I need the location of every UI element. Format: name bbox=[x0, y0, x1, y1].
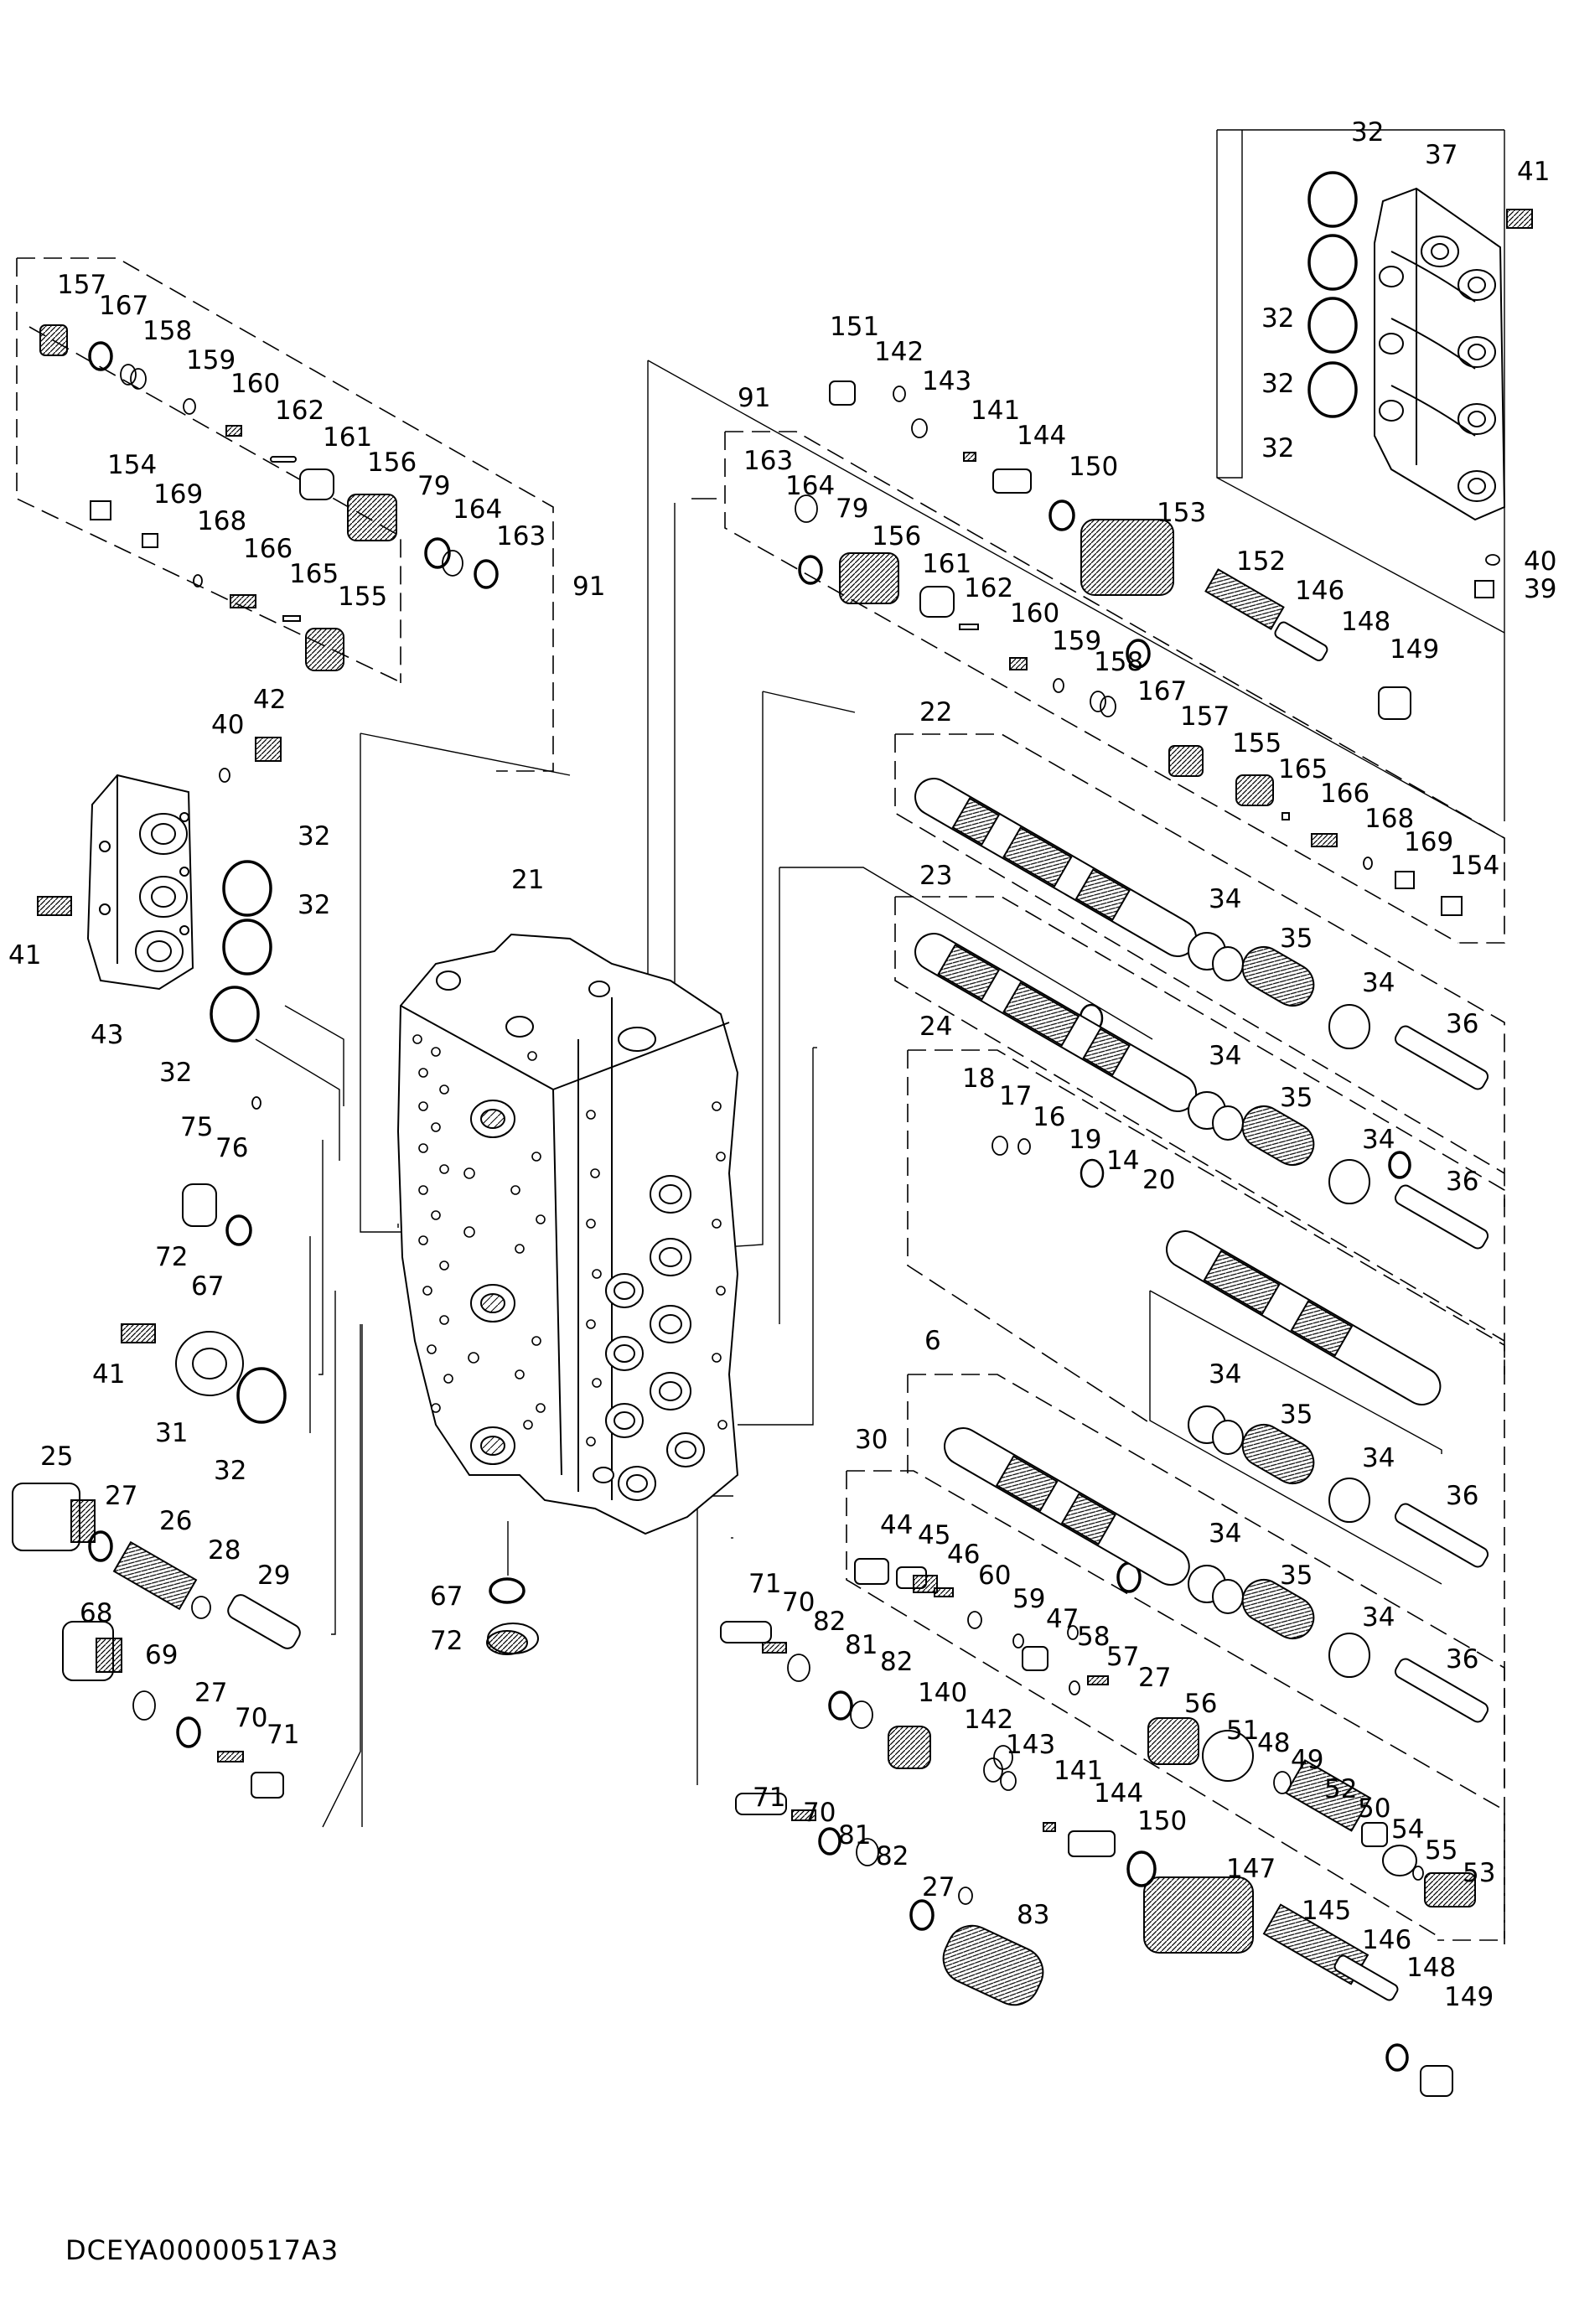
part-label: 26 bbox=[159, 1506, 193, 1536]
part-label: 60 bbox=[978, 1561, 1012, 1591]
part-labels bbox=[8, 117, 1556, 2012]
part-label: 67 bbox=[191, 1271, 225, 1302]
part-label: 167 bbox=[99, 291, 149, 321]
part-label: 32 bbox=[1261, 303, 1295, 334]
part-label: 156 bbox=[872, 521, 922, 551]
part-label: 144 bbox=[1094, 1778, 1144, 1809]
part-label: 91 bbox=[572, 572, 606, 602]
part-label: 36 bbox=[1446, 1644, 1479, 1674]
part-label: 21 bbox=[511, 865, 545, 895]
part-label: 20 bbox=[1142, 1165, 1176, 1195]
part-label: 81 bbox=[845, 1630, 878, 1660]
part-label: 157 bbox=[57, 270, 107, 300]
part-label: 58 bbox=[1077, 1622, 1111, 1652]
part-label: 6 bbox=[924, 1326, 941, 1356]
part-label: 82 bbox=[876, 1841, 909, 1871]
part-label: 158 bbox=[142, 316, 193, 346]
part-label: 165 bbox=[1278, 754, 1328, 784]
part-label: 28 bbox=[208, 1535, 241, 1566]
part-label: 72 bbox=[155, 1242, 189, 1272]
part-label: 150 bbox=[1069, 452, 1119, 482]
cover-43 bbox=[88, 775, 193, 989]
part-label: 34 bbox=[1362, 968, 1395, 998]
part-label: 27 bbox=[922, 1872, 955, 1902]
part-label: 19 bbox=[1069, 1125, 1102, 1155]
part-label: 168 bbox=[1364, 804, 1415, 834]
part-label: 48 bbox=[1257, 1728, 1291, 1758]
part-label: 148 bbox=[1341, 607, 1391, 637]
drawing-code: DCEYA00000517A3 bbox=[65, 2234, 339, 2266]
part-label: 148 bbox=[1406, 1953, 1457, 1983]
cover-37 bbox=[1375, 189, 1504, 520]
part-label: 25 bbox=[40, 1442, 74, 1472]
part-label: 160 bbox=[1010, 598, 1060, 629]
part-label: 32 bbox=[1261, 369, 1295, 399]
part-label: 155 bbox=[1232, 728, 1282, 758]
part-label: 51 bbox=[1226, 1716, 1260, 1746]
part-label: 32 bbox=[298, 821, 331, 851]
part-label: 141 bbox=[971, 396, 1021, 426]
part-label: 47 bbox=[1046, 1604, 1080, 1634]
part-label: 32 bbox=[159, 1058, 193, 1088]
part-label: 27 bbox=[105, 1481, 138, 1511]
part-label: 30 bbox=[855, 1425, 888, 1455]
part-label: 17 bbox=[999, 1081, 1033, 1111]
part-label: 43 bbox=[91, 1020, 124, 1050]
part-label: 35 bbox=[1280, 1561, 1313, 1591]
part-label: 164 bbox=[453, 494, 503, 525]
part-label: 40 bbox=[1524, 546, 1557, 577]
part-label: 142 bbox=[964, 1705, 1014, 1735]
part-label: 49 bbox=[1291, 1745, 1324, 1775]
part-label: 79 bbox=[836, 494, 869, 524]
part-label: 161 bbox=[323, 422, 373, 453]
part-label: 142 bbox=[874, 337, 924, 367]
part-label: 161 bbox=[922, 549, 972, 579]
part-label: 45 bbox=[918, 1520, 951, 1550]
part-label: 162 bbox=[964, 573, 1014, 603]
part-label: 39 bbox=[1524, 574, 1557, 604]
part-label: 59 bbox=[1012, 1584, 1046, 1614]
part-label: 57 bbox=[1106, 1642, 1140, 1672]
part-label: 141 bbox=[1054, 1756, 1104, 1786]
part-label: 167 bbox=[1137, 676, 1188, 707]
part-label: 145 bbox=[1302, 1896, 1352, 1926]
part-label: 69 bbox=[145, 1640, 179, 1670]
part-label: 36 bbox=[1446, 1009, 1479, 1039]
part-label: 166 bbox=[243, 534, 293, 564]
part-label: 165 bbox=[289, 559, 339, 589]
part-label: 23 bbox=[919, 861, 953, 891]
part-label: 34 bbox=[1362, 1602, 1395, 1633]
part-label: 81 bbox=[838, 1820, 872, 1850]
part-label: 29 bbox=[257, 1561, 291, 1591]
part-label: 41 bbox=[92, 1359, 126, 1390]
part-label: 91 bbox=[738, 383, 771, 413]
part-label: 18 bbox=[962, 1064, 996, 1094]
part-label: 155 bbox=[338, 582, 388, 612]
part-label: 149 bbox=[1444, 1982, 1494, 2012]
part-label: 41 bbox=[8, 940, 42, 970]
part-label: 32 bbox=[214, 1456, 247, 1486]
part-label: 158 bbox=[1094, 647, 1144, 677]
part-label: 67 bbox=[430, 1581, 463, 1612]
part-label: 83 bbox=[1017, 1900, 1050, 1930]
part-label: 34 bbox=[1362, 1443, 1395, 1473]
part-label: 32 bbox=[298, 890, 331, 920]
part-label: 35 bbox=[1280, 1400, 1313, 1430]
part-label: 50 bbox=[1358, 1793, 1391, 1824]
part-label: 163 bbox=[743, 446, 794, 476]
part-label: 75 bbox=[180, 1112, 214, 1142]
part-label: 56 bbox=[1184, 1689, 1218, 1719]
part-label: 79 bbox=[417, 471, 451, 501]
part-label: 35 bbox=[1280, 1083, 1313, 1113]
part-label: 154 bbox=[107, 450, 158, 480]
part-label: 34 bbox=[1362, 1125, 1395, 1155]
part-label: 143 bbox=[1006, 1730, 1056, 1760]
valve-body-21 bbox=[398, 934, 738, 1534]
part-label: 164 bbox=[785, 471, 836, 501]
part-label: 24 bbox=[919, 1012, 953, 1042]
part-label: 168 bbox=[197, 506, 247, 536]
part-label: 32 bbox=[1261, 433, 1295, 463]
part-label: 159 bbox=[1052, 626, 1102, 656]
part-label: 70 bbox=[782, 1587, 815, 1617]
part-label: 31 bbox=[155, 1418, 189, 1448]
part-label: 159 bbox=[186, 345, 236, 375]
part-label: 34 bbox=[1209, 884, 1242, 914]
part-label: 154 bbox=[1450, 851, 1500, 881]
part-label: 42 bbox=[253, 685, 287, 715]
part-label: 71 bbox=[748, 1569, 782, 1599]
part-label: 71 bbox=[753, 1783, 786, 1813]
part-label: 34 bbox=[1209, 1519, 1242, 1549]
part-label: 27 bbox=[194, 1678, 228, 1708]
part-label: 72 bbox=[430, 1626, 463, 1656]
part-label: 143 bbox=[922, 366, 972, 396]
part-label: 41 bbox=[1517, 157, 1551, 187]
part-label: 157 bbox=[1180, 701, 1230, 732]
part-label: 144 bbox=[1017, 421, 1067, 451]
part-label: 169 bbox=[153, 479, 204, 510]
part-label: 53 bbox=[1463, 1858, 1496, 1888]
part-label: 162 bbox=[275, 396, 325, 426]
part-label: 68 bbox=[80, 1598, 113, 1628]
part-label: 146 bbox=[1362, 1925, 1412, 1955]
part-label: 14 bbox=[1106, 1146, 1140, 1176]
part-label: 36 bbox=[1446, 1481, 1479, 1511]
part-label: 35 bbox=[1280, 924, 1313, 954]
part-label: 76 bbox=[215, 1133, 249, 1163]
part-label: 55 bbox=[1425, 1835, 1458, 1866]
part-label: 153 bbox=[1157, 498, 1207, 528]
part-label: 22 bbox=[919, 697, 953, 727]
part-label: 169 bbox=[1404, 827, 1454, 857]
part-label: 27 bbox=[1138, 1663, 1172, 1693]
part-label: 54 bbox=[1391, 1814, 1425, 1845]
part-label: 34 bbox=[1209, 1359, 1242, 1390]
part-label: 163 bbox=[496, 521, 546, 551]
part-label: 71 bbox=[267, 1720, 300, 1750]
part-label: 149 bbox=[1390, 634, 1440, 665]
part-label: 150 bbox=[1137, 1806, 1188, 1836]
part-label: 147 bbox=[1226, 1854, 1276, 1884]
part-label: 160 bbox=[230, 369, 281, 399]
part-label: 70 bbox=[803, 1798, 836, 1828]
part-label: 166 bbox=[1320, 779, 1370, 809]
part-label: 37 bbox=[1425, 140, 1458, 170]
part-label: 156 bbox=[367, 448, 417, 478]
part-label: 16 bbox=[1033, 1102, 1066, 1132]
part-label: 44 bbox=[880, 1510, 914, 1540]
part-label: 46 bbox=[947, 1540, 981, 1570]
part-label: 82 bbox=[880, 1647, 914, 1677]
part-label: 40 bbox=[211, 710, 245, 740]
part-label: 152 bbox=[1236, 546, 1287, 577]
part-label: 146 bbox=[1295, 576, 1345, 606]
part-label: 140 bbox=[918, 1678, 968, 1708]
part-label: 82 bbox=[813, 1607, 847, 1637]
part-label: 32 bbox=[1351, 117, 1385, 148]
part-label: 34 bbox=[1209, 1041, 1242, 1071]
part-label: 36 bbox=[1446, 1167, 1479, 1197]
part-label: 70 bbox=[235, 1703, 268, 1733]
part-label: 151 bbox=[830, 312, 880, 342]
part-label: 52 bbox=[1324, 1774, 1358, 1804]
